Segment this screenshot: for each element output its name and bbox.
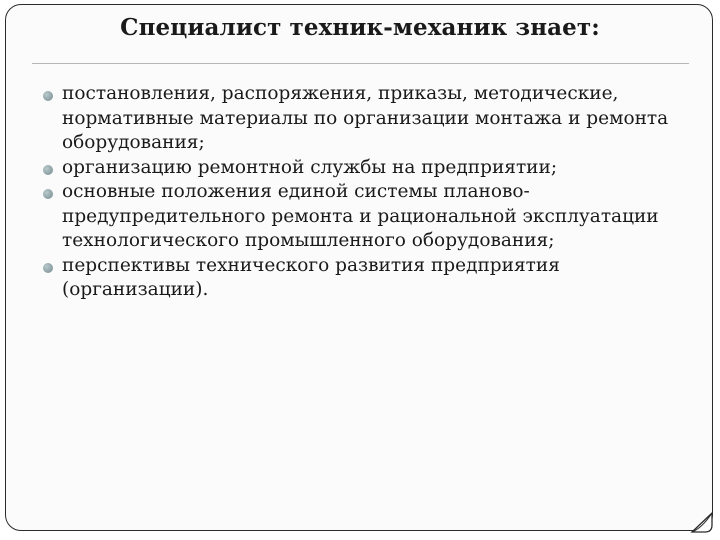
bullet-dot-icon (43, 263, 53, 273)
list-item (42, 180, 682, 254)
page-curl-icon (690, 511, 714, 533)
bullet-dot-icon (43, 91, 53, 101)
list-item-text: организацию ремонтной службы на предприятии; (62, 156, 558, 178)
list-item-text: основные положения единой системы планово-предупредительного ремонта и рациональной эксплуатации технологического промышленного оборудования; (62, 181, 659, 251)
list-item (42, 156, 682, 181)
list-item (42, 82, 682, 156)
slide-title: Специалист техник-механик знает: (120, 14, 600, 41)
title-divider (32, 63, 689, 64)
list-item-text: перспективы технического развития предприятия (организации). (62, 254, 560, 300)
bullet-list (42, 82, 682, 303)
bullet-dot-icon (43, 189, 53, 199)
bullet-dot-icon (43, 165, 53, 175)
list-item-text: постановления, распоряжения, приказы, методические, нормативные материалы по организации монтажа и ремонта оборудования; (62, 83, 669, 153)
list-item (42, 254, 682, 303)
